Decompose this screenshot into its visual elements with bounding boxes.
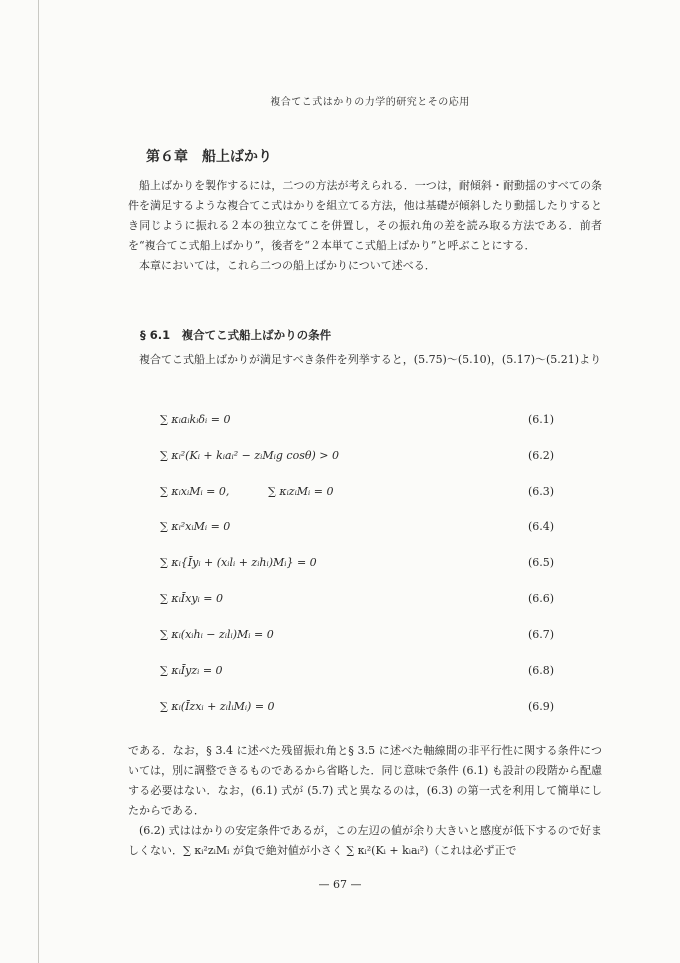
equation-6-8	[0, 664, 680, 684]
equation-number: (6.8)	[528, 664, 555, 677]
equation-number: (6.7)	[528, 628, 555, 641]
section-intro	[128, 350, 602, 370]
equation-6-2	[0, 449, 680, 469]
equation-number: (6.6)	[528, 592, 555, 605]
equation-number: (6.1)	[528, 413, 555, 426]
equation-6-6	[0, 592, 680, 612]
equation-expression: ∑ κᵢ{Īyᵢ + (xᵢlᵢ + zᵢhᵢ)Mᵢ} = 0	[160, 556, 317, 569]
equation-expression: ∑ κᵢĪxyᵢ = 0	[160, 592, 223, 605]
equation-number: (6.9)	[528, 700, 555, 713]
equation-expression-second: ∑ κᵢzᵢMᵢ = 0	[268, 485, 334, 498]
equation-expression: ∑ κᵢxᵢMᵢ = 0,	[160, 485, 230, 498]
equation-expression: ∑ κᵢ(Īzxᵢ + zᵢlᵢMᵢ) = 0	[160, 700, 275, 713]
equation-expression: ∑ κᵢaᵢkᵢδᵢ = 0	[160, 413, 231, 426]
equation-6-4	[0, 520, 680, 540]
equation-expression: ∑ κᵢ²(Kᵢ + kᵢaᵢ² − zᵢMᵢg cosθ) > 0	[160, 449, 339, 462]
page-number: — 67 —	[318, 878, 362, 891]
section-title: § 6.1 複合てこ式船上ばかりの条件	[140, 328, 332, 342]
body-paragraph-2: (6.2) 式ははかりの安定条件であるが，この左辺の値が余り大きいと感度が低下するので好ましくない．∑ κᵢ²zᵢMᵢ が負で絶対値が小さく ∑ κᵢ²(Kᵢ + kᵢaᵢ²)（これは必ず正で	[128, 824, 602, 857]
intro-text	[128, 176, 602, 276]
equation-6-1	[0, 413, 680, 433]
equation-number: (6.3)	[528, 485, 555, 498]
equation-number: (6.2)	[528, 449, 555, 462]
equation-expression: ∑ κᵢ(xᵢhᵢ − zᵢlᵢ)Mᵢ = 0	[160, 628, 274, 641]
equation-6-5	[0, 556, 680, 576]
equation-expression: ∑ κᵢ²xᵢMᵢ = 0	[160, 520, 231, 533]
running-header: 複合てこ式はかりの力学的研究とその応用	[270, 97, 470, 108]
equation-number: (6.5)	[528, 556, 555, 569]
binding-margin-line	[38, 0, 39, 963]
intro-paragraph-1: 船上ばかりを製作するには，二つの方法が考えられる．一つは，耐傾斜・耐動揺のすべての条件を満足するような複合てこ式はかりを組立てる方法，他は基礎が傾斜したり動揺したりするとき同じように振れる２本の独立なてこを併置し，その振れ角の差を読み取る方法である．前者を“複合てこ式船上ばかり”，後者を“２本単てこ式船上ばかり”と呼ぶことにする．	[128, 179, 602, 252]
equation-6-3	[0, 485, 680, 505]
equation-6-7	[0, 628, 680, 648]
equation-number: (6.4)	[528, 520, 555, 533]
chapter-title: 第６章 船上ばかり	[146, 149, 272, 165]
equation-expression: ∑ κᵢĪyzᵢ = 0	[160, 664, 223, 677]
body-paragraph-1: である．なお，§ 3.4 に述べた残留振れ角と§ 3.5 に述べた軸線間の非平行性に関する条件については，別に調整できるものであるから省略した．同じ意味で条件 (6.1) も設計の段階から配慮する必要はない．なお，(6.1) 式が (5.7) 式と異なるのは，(6.3) の第一式を利用して簡単にしたからである．	[128, 744, 602, 817]
intro-paragraph-2: 本章においては，これら二つの船上ばかりについて述べる．	[139, 259, 436, 272]
body-text	[128, 741, 602, 861]
equation-6-9	[0, 700, 680, 720]
section-intro-text: 複合てこ式船上ばかりが満足すべき条件を列挙すると，(5.75)～(5.10)，(5.17)～(5.21)より	[139, 353, 602, 366]
